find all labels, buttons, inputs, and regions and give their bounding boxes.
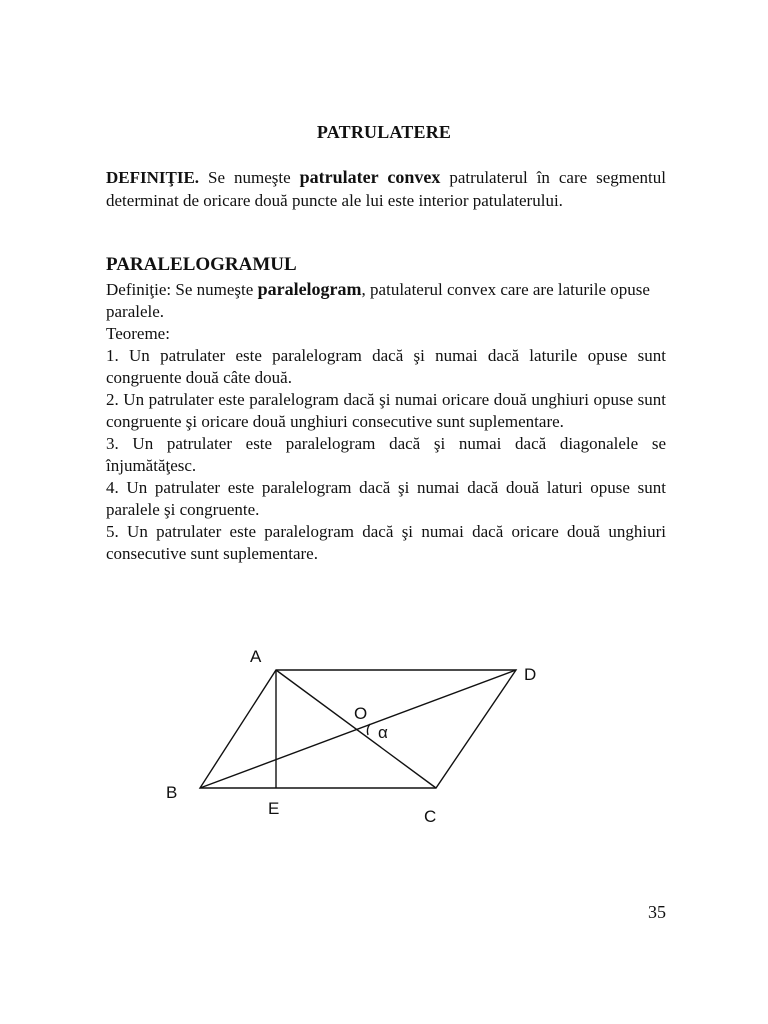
definition-text-before: Se numeşte xyxy=(199,168,300,187)
definition-term: patrulater convex xyxy=(299,167,441,187)
section-title: PARALELOGRAMUL xyxy=(106,254,297,275)
parallelogram-content xyxy=(106,278,666,565)
definition-lead: DEFINIŢIE. xyxy=(106,168,200,187)
label-o: O xyxy=(354,704,368,723)
theorem-4: 4. Un patrulater este paralelogram dacă şi numai dacă două laturi opuse sunt paralele şi congruente. xyxy=(106,478,666,519)
theorems-label: Teoreme: xyxy=(106,324,170,343)
parallelogram-diagram xyxy=(150,630,570,840)
label-alpha: α xyxy=(378,723,388,742)
theorem-3: 3. Un patrulater este paralelogram dacă şi numai dacă diagonalele se înjumătăţesc. xyxy=(106,434,666,475)
label-c: C xyxy=(424,807,437,826)
page-number: 35 xyxy=(648,902,666,922)
definition-text-after: patrulaterul în care segmentul determinat de oricare două puncte ale lui este interior patulaterului. xyxy=(106,168,666,210)
parallelogram-def-after: , patulaterul convex care are laturile opuse paralele. xyxy=(106,280,650,321)
theorem-1: 1. Un patrulater este paralelogram dacă şi numai dacă laturile opuse sunt congruente două câte două. xyxy=(106,346,666,387)
page-title: PATRULATERE xyxy=(316,122,452,142)
label-a: A xyxy=(250,647,262,666)
label-e: E xyxy=(268,799,280,818)
diagonal-bd xyxy=(200,670,516,788)
parallelogram-definition xyxy=(106,278,666,323)
definition-paragraph xyxy=(106,166,666,212)
label-d: D xyxy=(524,665,537,684)
parallelogram-term: paralelogram xyxy=(257,279,362,299)
label-b: B xyxy=(166,783,178,802)
parallelogram-def-before: : Se numeşte xyxy=(166,280,258,299)
parallelogram-figure xyxy=(150,630,570,840)
theorem-5: 5. Un patrulater este paralelogram dacă şi numai dacă oricare două unghiuri consecutive sunt suplementare. xyxy=(106,522,666,563)
theorem-2: 2. Un patrulater este paralelogram dacă şi numai oricare două unghiuri opuse sunt congruente şi oricare două unghiuri consecutive sunt suplementare. xyxy=(106,390,666,431)
definition-label: Definiţie xyxy=(106,280,167,299)
